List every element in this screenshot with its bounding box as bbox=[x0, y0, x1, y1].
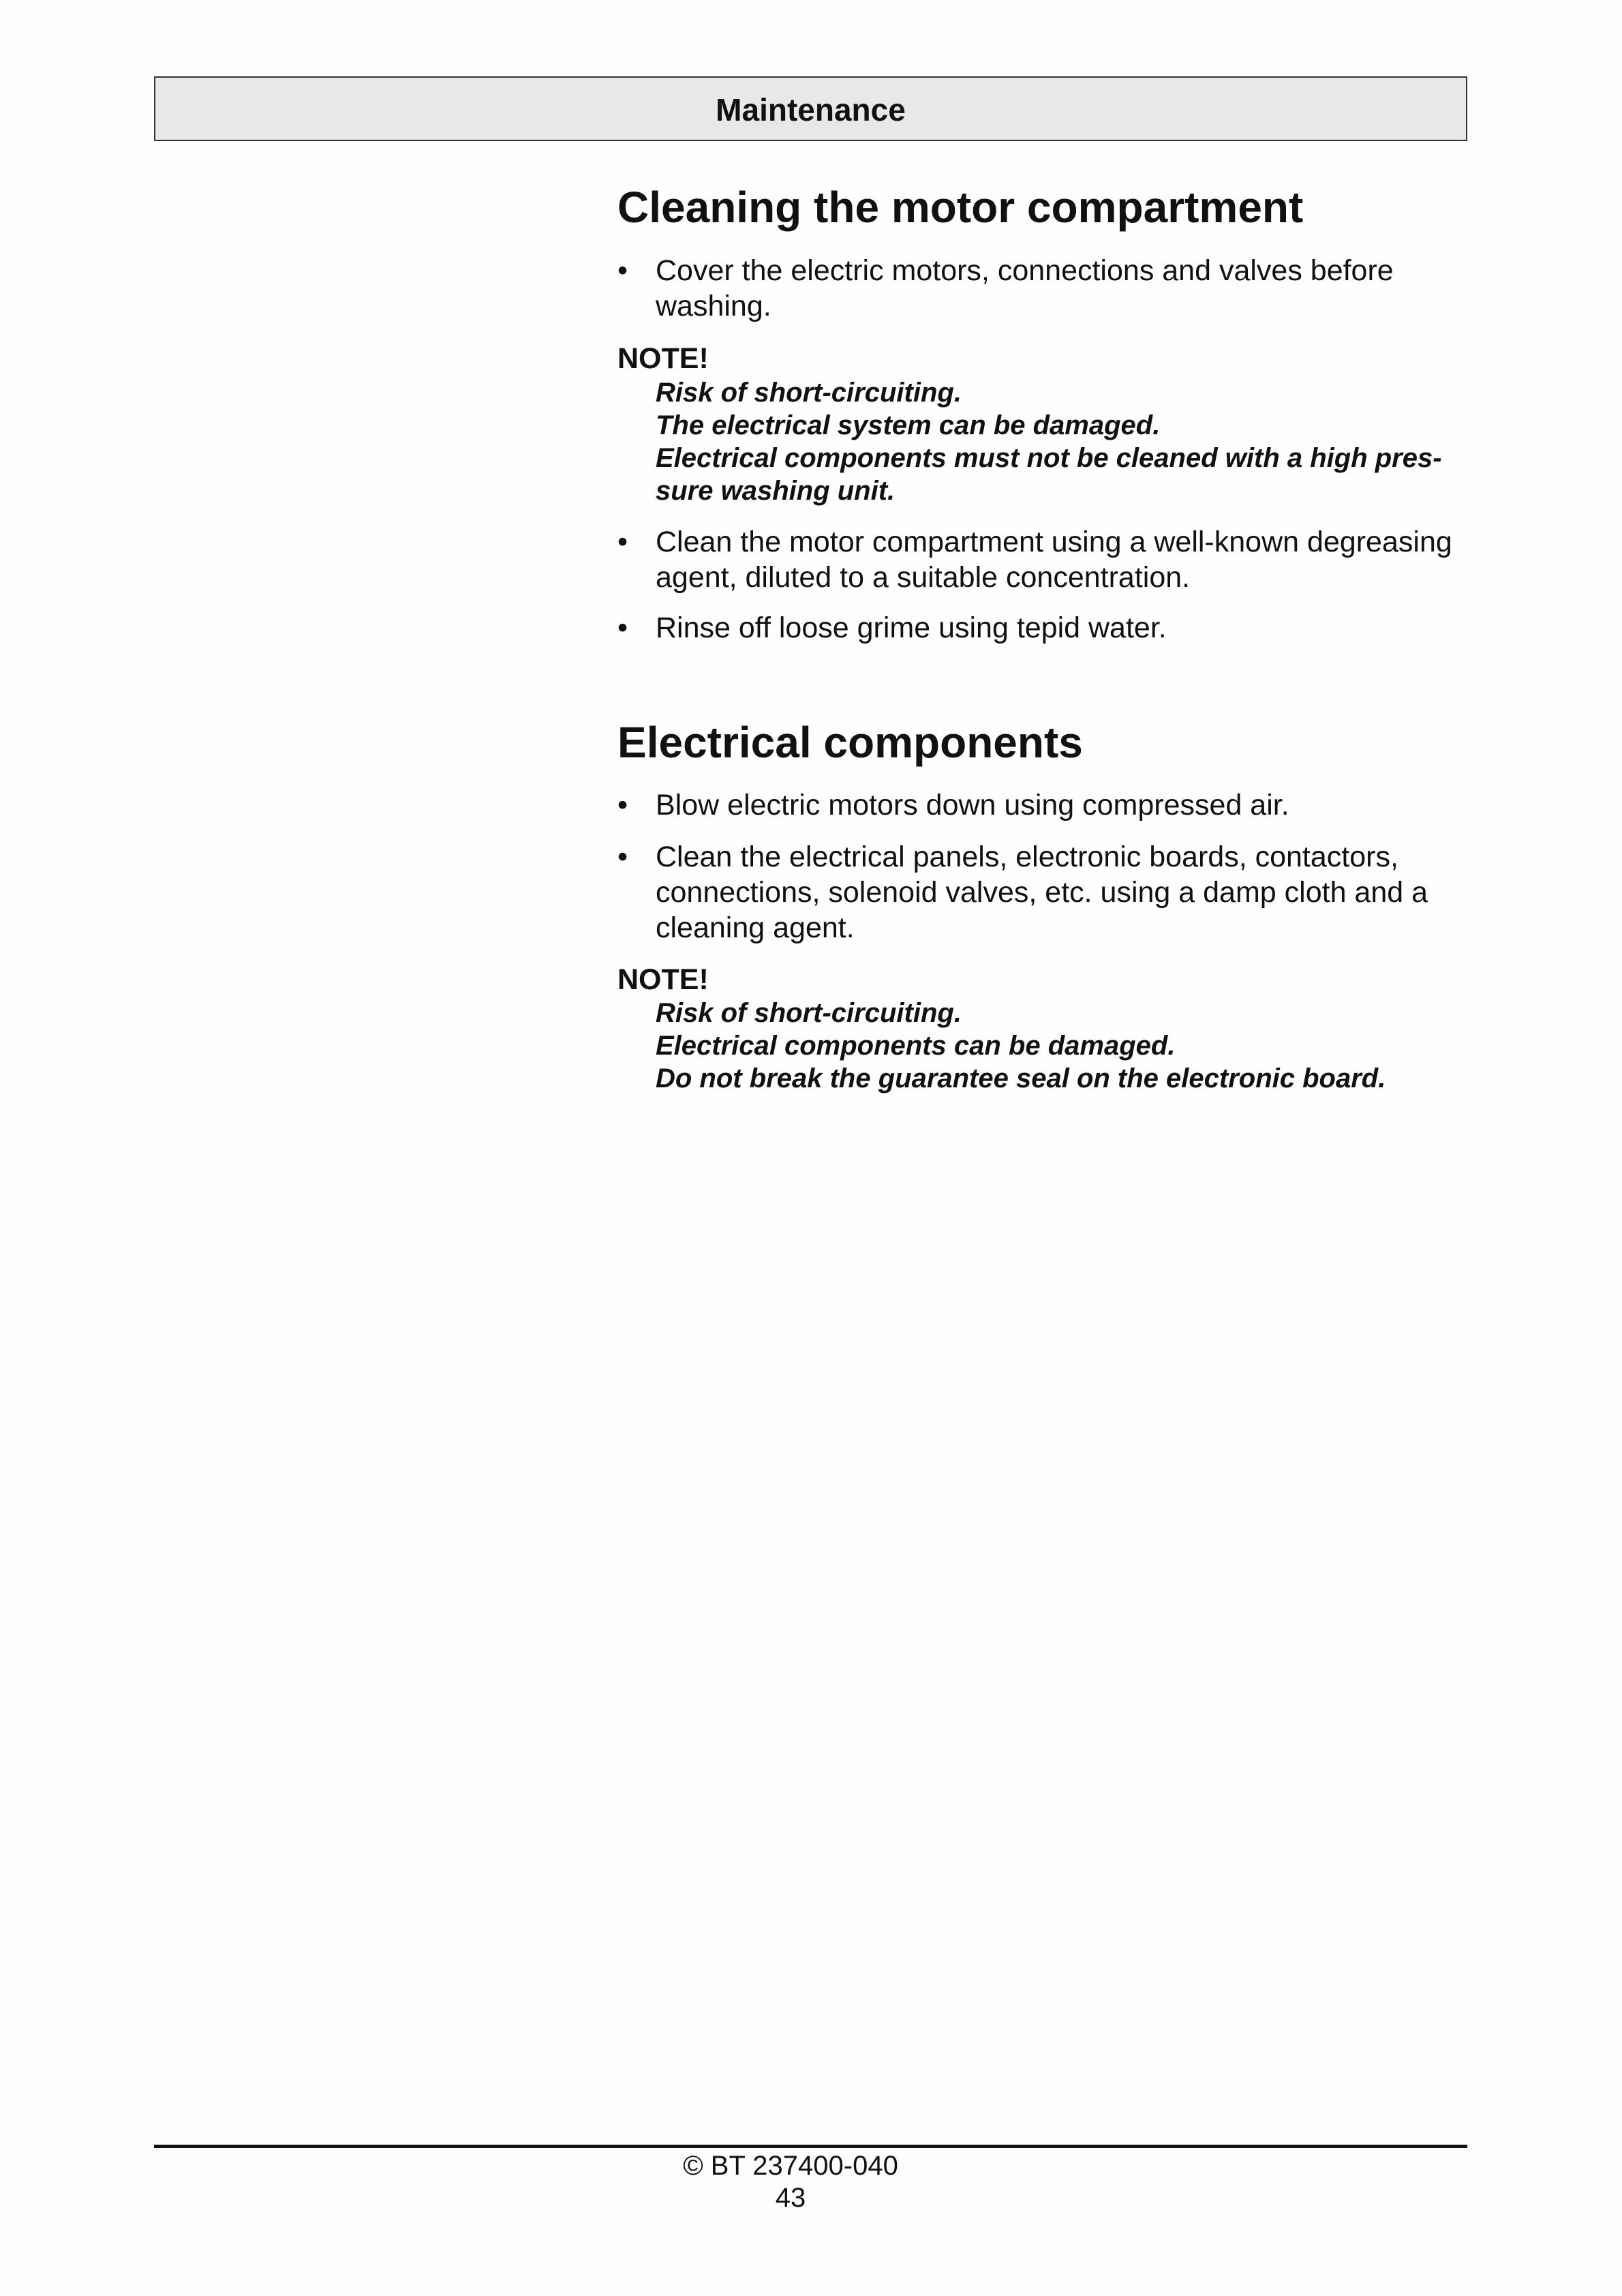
bullet: • bbox=[617, 841, 628, 873]
bullet-text: connections, solenoid valves, etc. using a damp cloth and a bbox=[656, 876, 1428, 909]
bullet: • bbox=[617, 611, 628, 644]
section-header bbox=[154, 76, 1467, 141]
note-text: Electrical components can be damaged. bbox=[656, 1031, 1176, 1061]
footer-doc-id: © BT 237400-040 bbox=[683, 2151, 898, 2181]
note-text: Risk of short-circuiting. bbox=[656, 378, 962, 408]
note-label: NOTE! bbox=[617, 342, 709, 375]
bullet: • bbox=[617, 526, 628, 558]
page-number: 43 bbox=[775, 2183, 806, 2213]
note-text: Electrical components must not be cleaned with a high pres- bbox=[656, 443, 1442, 473]
heading-electrical-components: Electrical components bbox=[617, 718, 1083, 767]
footer-divider bbox=[154, 2145, 1467, 2148]
bullet-text: agent, diluted to a suitable concentration. bbox=[656, 561, 1191, 594]
note-text: Risk of short-circuiting. bbox=[656, 998, 962, 1028]
bullet-text: washing. bbox=[656, 290, 771, 322]
bullet-text: Rinse off loose grime using tepid water. bbox=[656, 611, 1167, 644]
bullet-text: Clean the motor compartment using a well-known degreasing bbox=[656, 526, 1452, 558]
bullet: • bbox=[617, 254, 628, 287]
heading-cleaning-motor-compartment: Cleaning the motor compartment bbox=[617, 183, 1304, 232]
note-text: The electrical system can be damaged. bbox=[656, 410, 1161, 440]
bullet: • bbox=[617, 789, 628, 821]
note-label: NOTE! bbox=[617, 963, 709, 996]
note-text: sure washing unit. bbox=[656, 476, 896, 506]
note-text: Do not break the guarantee seal on the electronic board. bbox=[656, 1063, 1386, 1093]
bullet-text: Clean the electrical panels, electronic boards, contactors, bbox=[656, 841, 1398, 873]
bullet-text: Cover the electric motors, connections and valves before bbox=[656, 254, 1394, 287]
header-title: Maintenance bbox=[716, 92, 906, 127]
bullet-text: Blow electric motors down using compressed air. bbox=[656, 789, 1289, 821]
bullet-text: cleaning agent. bbox=[656, 911, 855, 944]
